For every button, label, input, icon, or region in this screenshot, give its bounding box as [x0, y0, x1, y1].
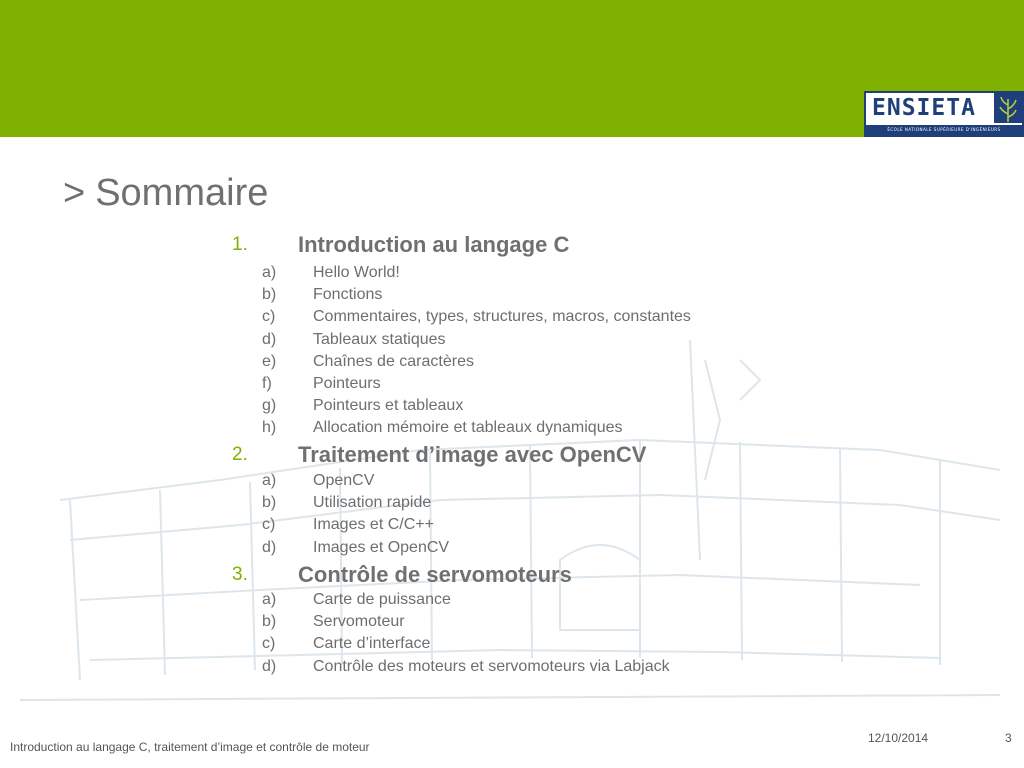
section-heading — [232, 442, 772, 470]
item-letter: c) — [262, 308, 276, 326]
page-number: 3 — [1005, 731, 1012, 745]
section-number: 2. — [232, 444, 248, 465]
item-letter: d) — [262, 657, 277, 675]
outline-item — [262, 658, 782, 678]
section-title: Traitement d’image avec OpenCV — [298, 442, 647, 467]
title-marker: > — [63, 172, 86, 214]
outline-item — [262, 264, 782, 284]
item-text: Carte de puissance — [313, 591, 451, 608]
outline-item — [262, 494, 782, 514]
title-text: Sommaire — [95, 172, 269, 214]
outline-item — [262, 308, 782, 328]
item-letter: a) — [262, 591, 277, 608]
slide-title — [63, 172, 268, 215]
item-text: Carte d’interface — [313, 635, 431, 653]
section-title: Introduction au langage C — [298, 232, 570, 257]
item-text: Tableaux statiques — [313, 330, 446, 348]
section-number: 3. — [232, 564, 248, 585]
logo-subtitle: ÉCOLE NATIONALE SUPÉRIEURE D'INGÉNIEURS — [866, 125, 1022, 135]
outline-item — [262, 331, 782, 351]
item-letter: a) — [262, 264, 277, 281]
item-letter: b) — [262, 494, 277, 512]
item-letter: e) — [262, 352, 277, 370]
item-letter: c) — [262, 516, 276, 534]
footer-date: 12/10/2014 — [868, 731, 929, 745]
item-text: Images et OpenCV — [313, 538, 450, 556]
outline-item — [262, 613, 782, 633]
item-letter: b) — [262, 286, 277, 304]
item-letter: g) — [262, 397, 277, 415]
item-text: Pointeurs — [313, 375, 381, 392]
plant-icon — [994, 93, 1022, 123]
outline-item — [262, 375, 782, 395]
item-letter: d) — [262, 538, 277, 556]
item-letter: h) — [262, 419, 277, 437]
section-number: 1. — [232, 234, 248, 255]
outline-item — [262, 516, 782, 536]
item-text: Chaînes de caractères — [313, 352, 474, 370]
item-letter: f) — [262, 375, 272, 392]
logo-name: ENSIETA — [872, 95, 976, 121]
item-text: Allocation mémoire et tableaux dynamiques — [313, 419, 623, 437]
item-text: Images et C/C++ — [313, 516, 434, 534]
outline-item — [262, 286, 782, 306]
outline-item — [262, 397, 782, 417]
item-text: Contrôle des moteurs et servomoteurs via Labjack — [313, 657, 670, 675]
item-letter: c) — [262, 635, 276, 653]
outline-item — [262, 419, 782, 439]
section-title: Contrôle de servomoteurs — [298, 562, 572, 587]
item-letter: d) — [262, 330, 277, 348]
outline-item — [262, 591, 782, 611]
outline-item — [262, 635, 782, 655]
item-letter: b) — [262, 613, 277, 631]
section-heading — [232, 232, 772, 260]
item-text: Hello World! — [313, 264, 400, 281]
section-heading — [232, 562, 772, 590]
item-text: OpenCV — [313, 472, 375, 489]
ensieta-logo — [864, 91, 1024, 137]
item-text: Commentaires, types, structures, macros, constantes — [313, 308, 691, 326]
item-text: Utilisation rapide — [313, 494, 432, 512]
outline-item — [262, 353, 782, 373]
item-text: Fonctions — [313, 286, 383, 304]
item-text: Servomoteur — [313, 613, 405, 631]
item-text: Pointeurs et tableaux — [313, 397, 464, 415]
item-letter: a) — [262, 472, 277, 489]
outline-item — [262, 539, 782, 559]
footer-caption: Introduction au langage C, traitement d’image et contrôle de moteur — [10, 740, 370, 754]
outline-item — [262, 472, 782, 492]
